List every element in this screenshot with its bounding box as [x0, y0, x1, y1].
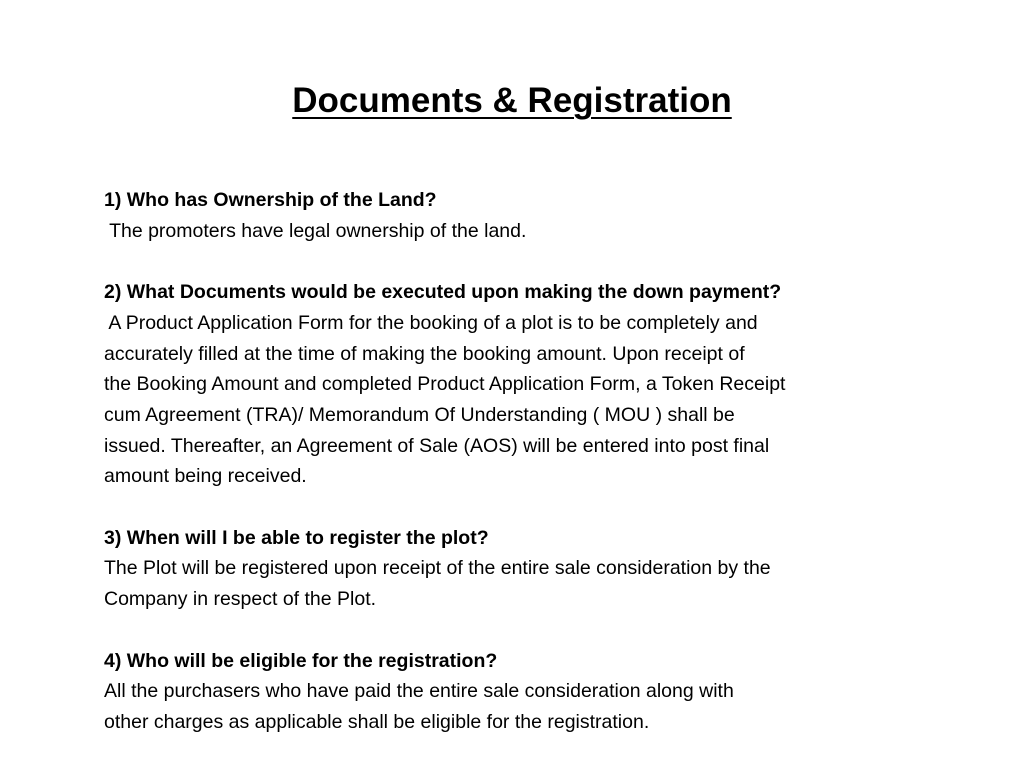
faq-body	[104, 185, 934, 738]
answer-line: Company in respect of the Plot.	[104, 588, 377, 611]
answer-ownership	[104, 216, 934, 247]
answer-line: A Product Application Form for the booking of a plot is to be completely and	[104, 311, 758, 334]
faq-item-eligibility	[104, 646, 934, 738]
answer-line: cum Agreement (TRA)/ Memorandum Of Understanding ( MOU ) shall be	[104, 403, 735, 426]
answer-line: other charges as applicable shall be eligible for the registration.	[104, 710, 650, 733]
question-documents: 2) What Documents would be executed upon making the down payment?	[104, 281, 782, 304]
answer-line: The promoters have legal ownership of the land.	[104, 219, 527, 242]
question-eligibility: 4) Who will be eligible for the registration?	[104, 649, 498, 672]
answer-line: The Plot will be registered upon receipt of the entire sale consideration by the	[104, 557, 771, 580]
answer-documents	[104, 308, 934, 492]
answer-line: All the purchasers who have paid the entire sale consideration along with	[104, 680, 734, 703]
answer-line: the Booking Amount and completed Product Application Form, a Token Receipt	[104, 373, 786, 396]
faq-item-documents	[104, 277, 934, 492]
question-ownership: 1) Who has Ownership of the Land?	[104, 189, 437, 211]
faq-item-register	[104, 523, 934, 615]
slide-title: Documents & Registration	[292, 81, 732, 120]
question-register: 3) When will I be able to register the plot?	[104, 526, 489, 549]
answer-eligibility	[104, 676, 934, 737]
answer-line: issued. Thereafter, an Agreement of Sale (AOS) will be entered into post final	[104, 434, 770, 457]
answer-line: amount being received.	[104, 465, 307, 488]
answer-line: accurately filled at the time of making the booking amount. Upon receipt of	[104, 342, 745, 365]
faq-item-ownership	[104, 185, 934, 246]
answer-register	[104, 553, 934, 614]
